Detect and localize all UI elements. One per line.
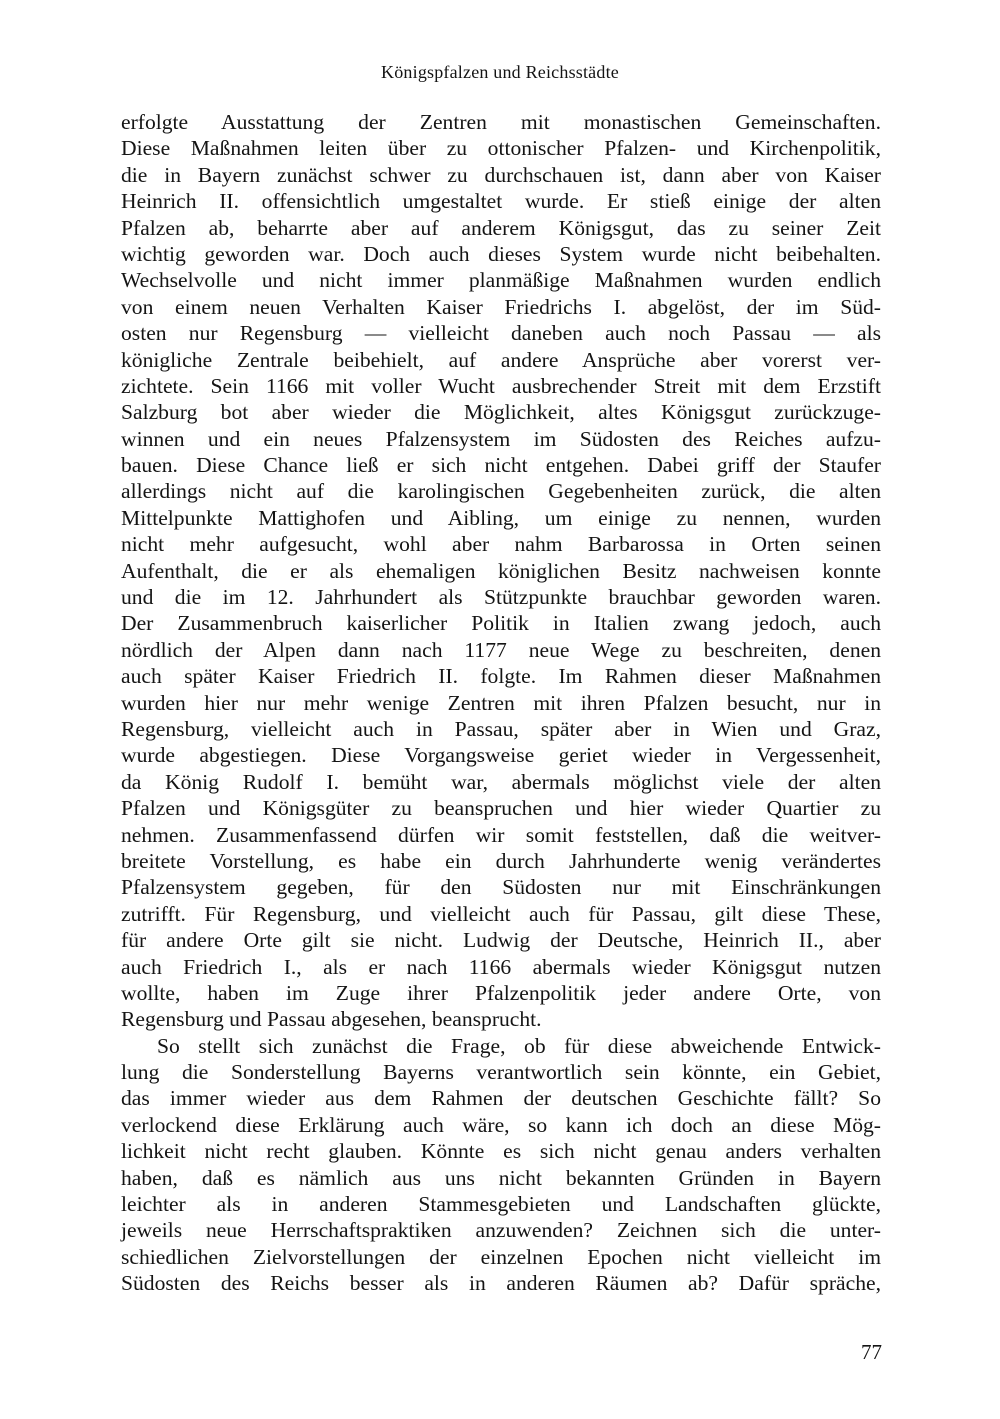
text-line: Regensburg, vielleicht auch in Passau, später aber in Wien und Graz, [121, 716, 881, 741]
text-line: bauen. Diese Chance ließ er sich nicht entgehen. Dabei griff der Staufer [121, 453, 881, 478]
text-line: Diese Maßnahmen leiten über zu ottonischer Pfalzen- und Kirchenpolitik, [121, 136, 881, 161]
text-line: zichtete. Sein 1166 mit voller Wucht ausbrechender Streit mit dem Erzstift [121, 373, 881, 398]
text-line: das immer wieder aus dem Rahmen der deutschen Geschichte fällt? So [121, 1086, 881, 1111]
text-line: Pfalzen ab, beharrte aber auf anderem Königsgut, das zu seiner Zeit [121, 215, 881, 240]
text-line: allerdings nicht auf die karolingischen Gegebenheiten zurück, die alten [121, 479, 881, 504]
text-line: wichtig geworden war. Doch auch dieses System wurde nicht beibehalten. [121, 241, 881, 266]
text-line: Wechselvolle und nicht immer planmäßige Maßnahmen wurden endlich [121, 268, 881, 293]
text-line: schiedlichen Zielvorstellungen der einzelnen Epochen nicht vielleicht im [121, 1244, 881, 1269]
text-line: winnen und ein neues Pfalzensystem im Südosten des Reiches aufzu- [121, 426, 881, 451]
text-line: Heinrich II. offensichtlich umgestaltet wurde. Er stieß einige der alten [121, 189, 881, 214]
text-line: von einem neuen Verhalten Kaiser Friedrichs I. abgelöst, der im Süd- [121, 294, 881, 319]
text-line: nehmen. Zusammenfassend dürfen wir somit feststellen, daß die weitver- [121, 822, 881, 847]
text-line: auch Friedrich I., als er nach 1166 abermals wieder Königsgut nutzen [121, 954, 881, 979]
text-line: auch später Kaiser Friedrich II. folgte. Im Rahmen dieser Maßnahmen [121, 664, 881, 689]
text-line: für andere Orte gilt sie nicht. Ludwig der Deutsche, Heinrich II., aber [121, 928, 881, 953]
text-line: Salzburg bot aber wieder die Möglichkeit, altes Königsgut zurückzuge- [121, 400, 881, 425]
text-line: haben, daß es nämlich aus uns nicht bekannten Gründen in Bayern [121, 1165, 881, 1190]
page-number: 77 [861, 1340, 882, 1364]
text-line: die in Bayern zunächst schwer zu durchschauen ist, dann aber von Kaiser [121, 162, 881, 187]
text-line: wurden hier nur mehr wenige Zentren mit ihren Pfalzen besucht, nur in [121, 690, 881, 715]
text-line: nicht mehr aufgesucht, wohl aber nahm Barbarossa in Orten seinen [121, 532, 881, 557]
text-line: wollte, haben im Zuge ihrer Pfalzenpolitik jeder andere Orte, von [121, 980, 881, 1005]
text-line: Regensburg und Passau abgesehen, beansprucht. [121, 1007, 542, 1032]
text-line: Mittelpunkte Mattighofen und Aibling, um einige zu nennen, wurden [121, 505, 881, 530]
text-line: erfolgte Ausstattung der Zentren mit monastischen Gemeinschaften. [121, 110, 881, 134]
text-line: breitete Vorstellung, es habe ein durch Jahrhunderte wenig verändertes [121, 848, 881, 873]
body-text [121, 109, 881, 1297]
text-line: Südosten des Reichs besser als in anderen Räumen ab? Dafür spräche, [121, 1271, 881, 1296]
text-line: So stellt sich zunächst die Frage, ob für diese abweichende Entwick- [157, 1033, 881, 1058]
text-line: jeweils neue Herrschaftspraktiken anzuwenden? Zeichnen sich die unter- [121, 1218, 881, 1243]
text-line: lung die Sonderstellung Bayerns verantwortlich sein könnte, ein Gebiet, [121, 1060, 881, 1085]
text-line: zutrifft. Für Regensburg, und vielleicht auch für Passau, gilt diese These, [121, 901, 881, 926]
running-head: Königspfalzen und Reichsstädte [381, 62, 619, 82]
text-line: Pfalzensystem gegeben, für den Südosten nur mit Einschränkungen [121, 875, 881, 900]
text-line: osten nur Regensburg — vielleicht daneben auch noch Passau — als [121, 321, 881, 346]
paragraph [121, 109, 881, 1033]
text-line: wurde abgestiegen. Diese Vorgangsweise geriet wieder in Vergessenheit, [121, 743, 881, 768]
text-line: Der Zusammenbruch kaiserlicher Politik in Italien zwang jedoch, auch [121, 611, 881, 636]
text-line: Pfalzen und Königsgüter zu beanspruchen und hier wieder Quartier zu [121, 796, 881, 821]
text-line: Aufenthalt, die er als ehemaligen königlichen Besitz nachweisen konnte [121, 558, 881, 583]
text-line: und die im 12. Jahrhundert als Stützpunkte brauchbar geworden waren. [121, 585, 881, 610]
text-line: nördlich der Alpen dann nach 1177 neue Wege zu beschreiten, denen [121, 637, 881, 662]
text-line: lichkeit nicht recht glauben. Könnte es sich nicht genau anders verhalten [121, 1139, 881, 1164]
text-line: verlockend diese Erklärung auch wäre, so kann ich doch an diese Mög- [121, 1112, 881, 1137]
text-line: königliche Zentrale beibehielt, auf andere Ansprüche aber vorerst ver- [121, 347, 881, 372]
text-line: da König Rudolf I. bemüht war, abermals möglichst viele der alten [121, 769, 881, 794]
text-line: leichter als in anderen Stammesgebieten und Landschaften glückte, [121, 1192, 881, 1217]
paragraph [121, 1033, 881, 1297]
